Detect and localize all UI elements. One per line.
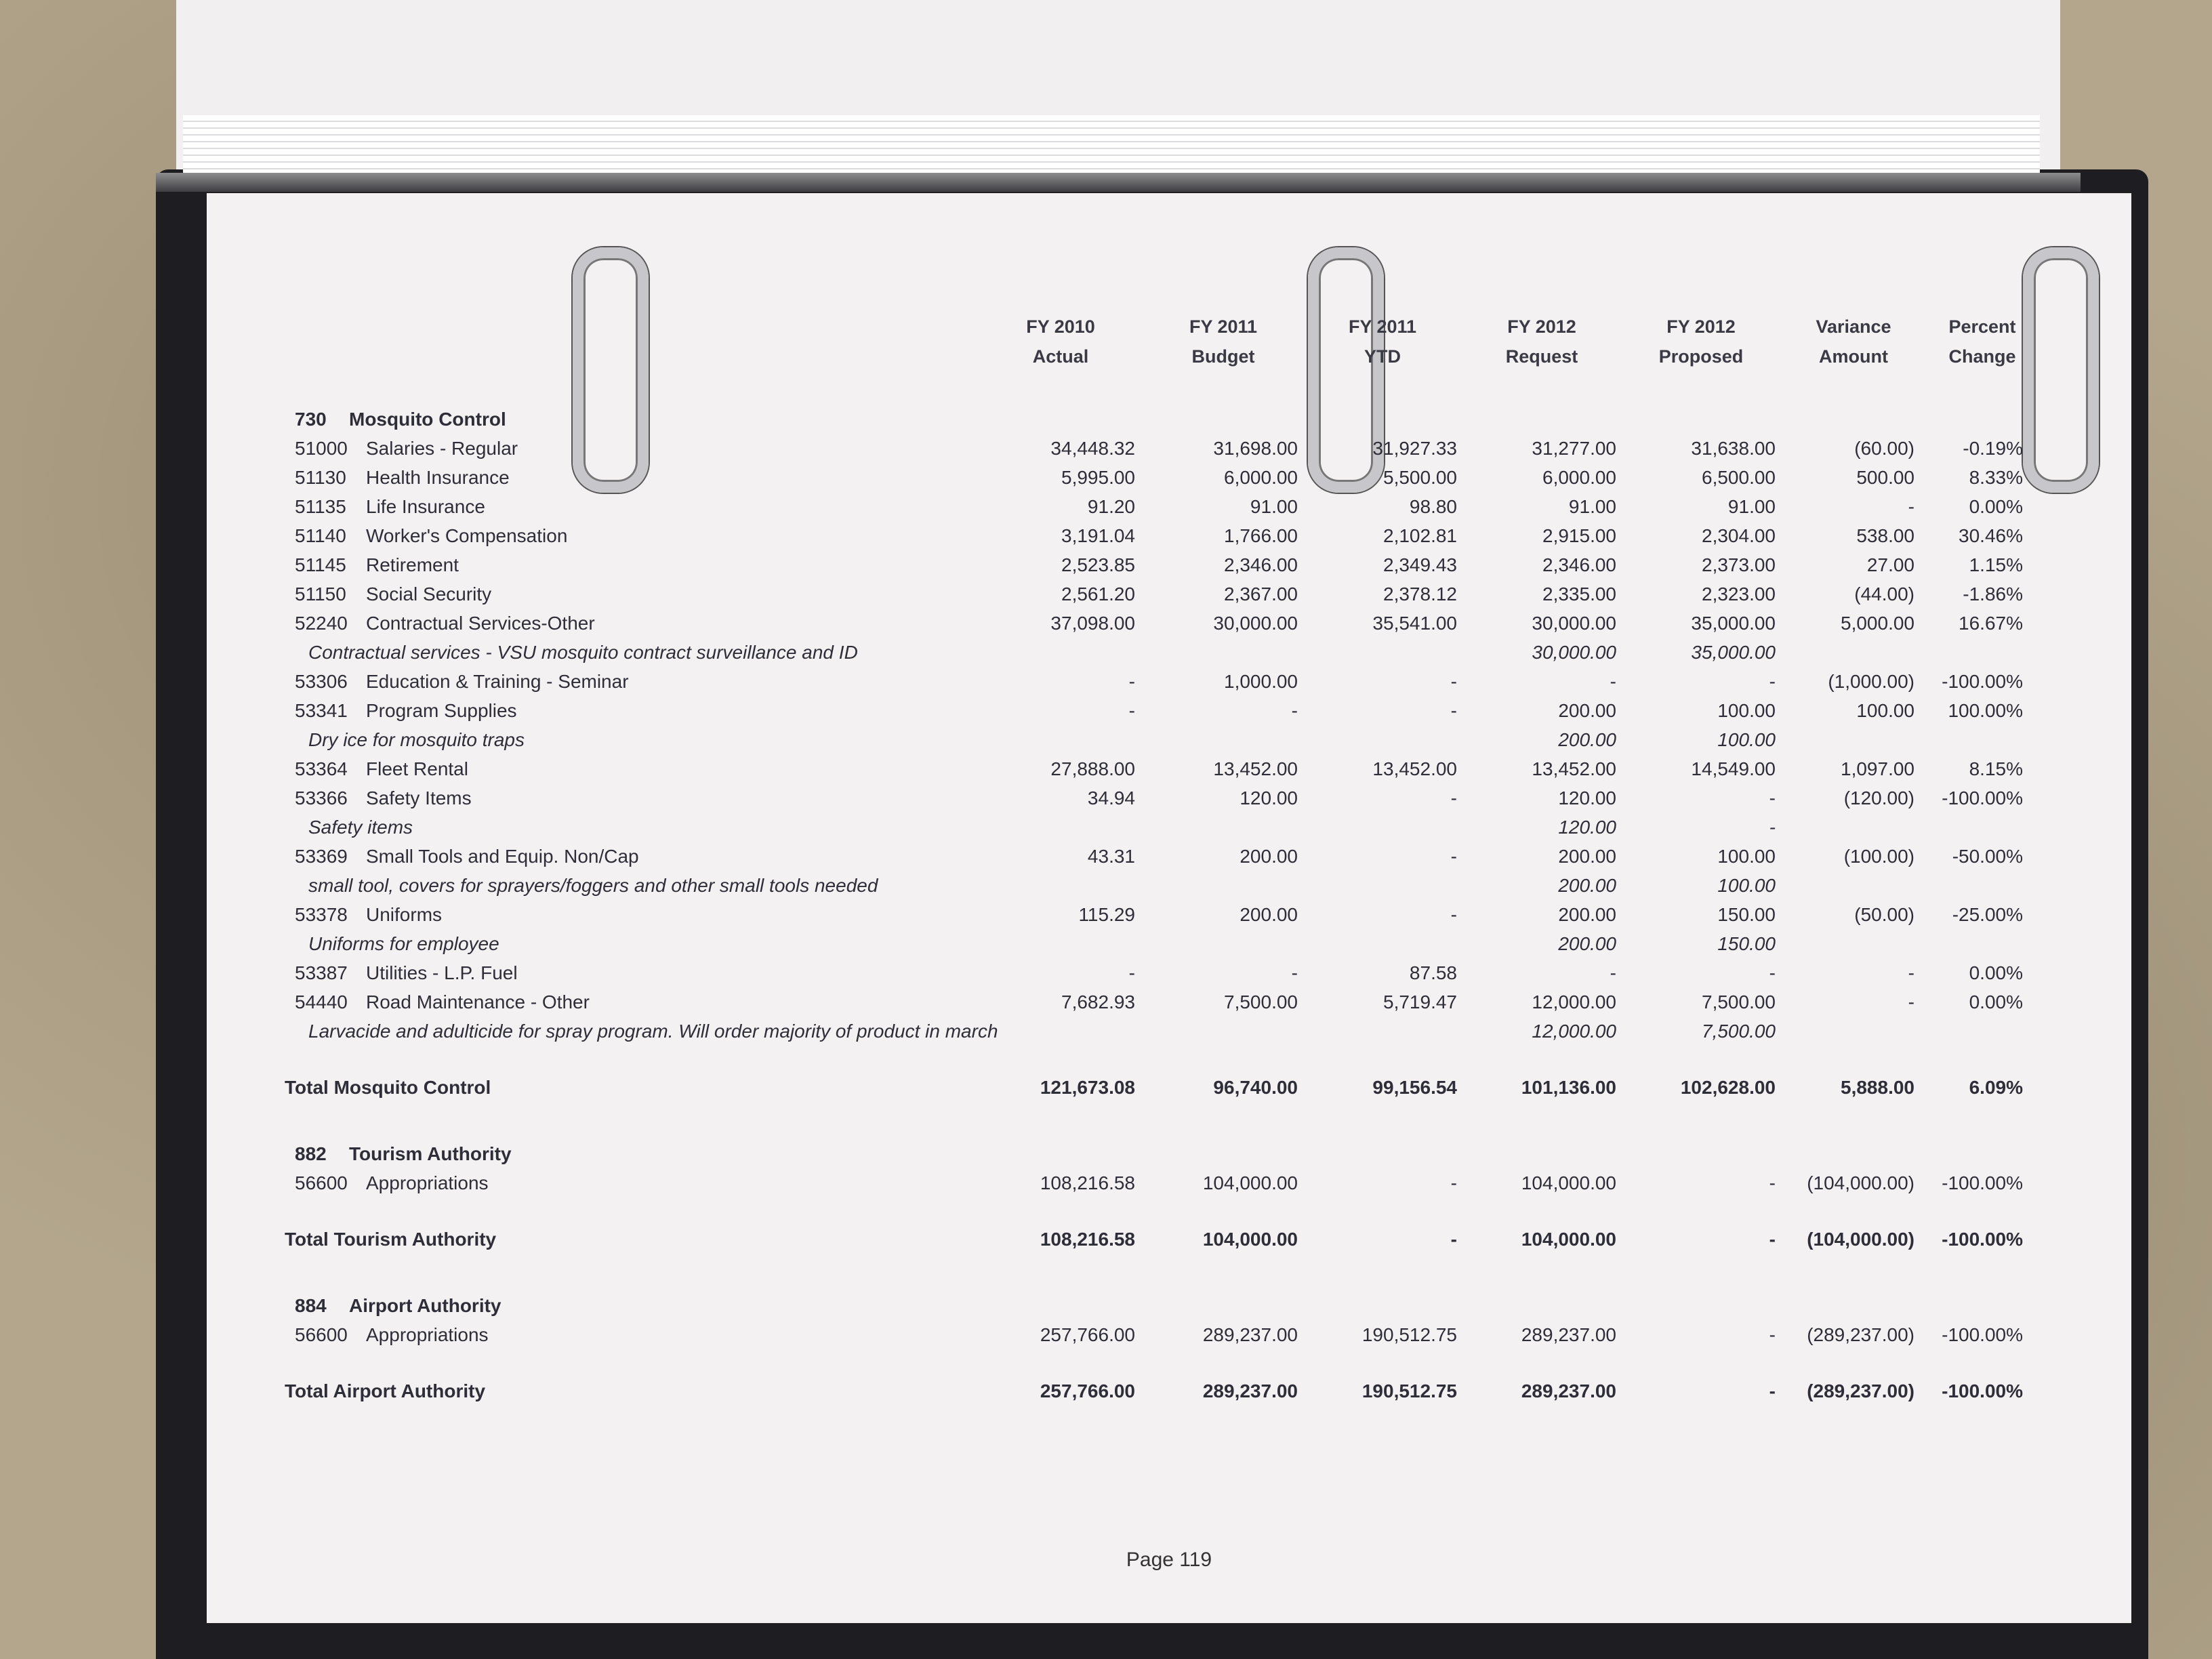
table-row	[207, 467, 2131, 497]
account-code: 53364	[295, 758, 348, 779]
row-description: Safety items	[308, 817, 413, 838]
value-cell: 35,541.00	[1372, 613, 1457, 634]
row-description: Salaries - Regular	[366, 438, 518, 459]
account-code: 51135	[295, 496, 346, 517]
account-code: 53378	[295, 904, 348, 925]
row-description: Small Tools and Equip. Non/Cap	[366, 846, 639, 867]
row-description: Safety Items	[366, 787, 472, 808]
row-description: Larvacide and adulticide for spray program. Will order majority of product in march	[308, 1021, 998, 1042]
value-cell: 108,216.58	[1040, 1229, 1135, 1250]
value-cell: -	[1908, 962, 1914, 983]
table-row	[207, 700, 2131, 730]
note-row	[207, 1021, 2131, 1050]
value-cell: -	[1908, 496, 1914, 517]
row-description: Health Insurance	[366, 467, 510, 488]
value-cell: 200.00	[1558, 875, 1616, 896]
value-cell: (44.00)	[1854, 583, 1914, 605]
value-cell: 289,237.00	[1521, 1324, 1616, 1345]
column-header	[1467, 312, 1616, 371]
value-cell: -	[1450, 700, 1457, 721]
table-row	[207, 613, 2131, 642]
value-cell: -	[1769, 1380, 1776, 1401]
value-cell: -	[1450, 1172, 1457, 1193]
value-cell: 31,277.00	[1532, 438, 1616, 459]
value-cell: 200.00	[1558, 933, 1616, 954]
row-description: Appropriations	[366, 1324, 489, 1345]
row-description: Uniforms	[366, 904, 443, 925]
column-header-line1: FY 2012	[1666, 316, 1736, 337]
value-cell: 200.00	[1240, 904, 1298, 925]
value-cell: 27.00	[1866, 554, 1914, 575]
table-row	[207, 554, 2131, 584]
value-cell: -	[1450, 787, 1457, 808]
account-code: 52240	[295, 613, 348, 634]
column-header	[1779, 312, 1928, 371]
value-cell: (289,237.00)	[1807, 1380, 1914, 1401]
table-row	[207, 787, 2131, 817]
value-cell: 200.00	[1558, 904, 1616, 925]
value-cell: 13,452.00	[1372, 758, 1457, 779]
value-cell: 100.00	[1717, 729, 1776, 750]
value-cell: -	[1908, 991, 1914, 1012]
value-cell: 87.58	[1409, 962, 1457, 983]
value-cell: 190,512.75	[1361, 1380, 1457, 1401]
note-row	[207, 875, 2131, 905]
value-cell: 31,927.33	[1372, 438, 1457, 459]
column-header-line2: Change	[1948, 346, 2016, 367]
value-cell: 2,346.00	[1542, 554, 1616, 575]
value-cell: 2,523.85	[1061, 554, 1135, 575]
table-row	[207, 1324, 2131, 1354]
value-cell: (50.00)	[1854, 904, 1914, 925]
total-row	[207, 1229, 2131, 1258]
value-cell: 34,448.32	[1050, 438, 1135, 459]
section-row	[207, 1295, 2131, 1325]
value-cell: 12,000.00	[1532, 991, 1616, 1012]
value-cell: 150.00	[1717, 904, 1776, 925]
value-cell: 7,500.00	[1224, 991, 1298, 1012]
row-description: Utilities - L.P. Fuel	[366, 962, 518, 983]
value-cell: 31,698.00	[1213, 438, 1298, 459]
row-description: Fleet Rental	[366, 758, 468, 779]
value-cell: 14,549.00	[1691, 758, 1776, 779]
value-cell: 2,367.00	[1224, 583, 1298, 605]
value-cell: 13,452.00	[1213, 758, 1298, 779]
value-cell: 5,888.00	[1841, 1077, 1914, 1098]
value-cell: 6,000.00	[1224, 467, 1298, 488]
column-header-line1: Percent	[1948, 316, 2016, 337]
account-code: 53306	[295, 671, 348, 692]
value-cell: 115.29	[1078, 904, 1135, 925]
value-cell: 1,097.00	[1841, 758, 1914, 779]
value-cell: 200.00	[1558, 729, 1616, 750]
value-cell: 500.00	[1856, 467, 1914, 488]
table-row	[207, 438, 2131, 468]
column-header-line1: FY 2011	[1189, 316, 1258, 337]
value-cell: 100.00	[1717, 700, 1776, 721]
value-cell: 289,237.00	[1521, 1380, 1616, 1401]
value-cell: 91.20	[1087, 496, 1135, 517]
row-description: Tourism Authority	[349, 1143, 512, 1164]
column-header	[1908, 312, 2057, 371]
value-cell: 1,766.00	[1224, 525, 1298, 546]
table-row	[207, 671, 2131, 701]
value-cell: 120.00	[1240, 787, 1298, 808]
total-row	[207, 1380, 2131, 1410]
value-cell: 0.00%	[1969, 991, 2023, 1012]
row-description: Worker's Compensation	[366, 525, 568, 546]
row-description: Contractual Services-Other	[366, 613, 595, 634]
account-code: 882	[295, 1143, 327, 1164]
value-cell: 7,500.00	[1702, 1021, 1776, 1042]
value-cell: 30.46%	[1959, 525, 2023, 546]
column-header-line2: Budget	[1191, 346, 1255, 367]
value-cell: -	[1450, 904, 1457, 925]
value-cell: 120.00	[1558, 787, 1616, 808]
value-cell: (1,000.00)	[1828, 671, 1914, 692]
value-cell: 100.00%	[1948, 700, 2023, 721]
account-code: 53387	[295, 962, 348, 983]
value-cell: 8.15%	[1969, 758, 2023, 779]
value-cell: 3,191.04	[1061, 525, 1135, 546]
account-code: 56600	[295, 1172, 348, 1193]
row-description: Life Insurance	[366, 496, 485, 517]
value-cell: 30,000.00	[1532, 613, 1616, 634]
column-header-line2: Proposed	[1658, 346, 1744, 367]
row-description: Program Supplies	[366, 700, 517, 721]
value-cell: 102,628.00	[1680, 1077, 1776, 1098]
value-cell: 5,719.47	[1383, 991, 1457, 1012]
value-cell: (60.00)	[1854, 438, 1914, 459]
note-row	[207, 817, 2131, 846]
column-header-line2: Request	[1505, 346, 1578, 367]
row-description: Total Tourism Authority	[285, 1229, 497, 1250]
row-description: Airport Authority	[349, 1295, 501, 1316]
value-cell: -50.00%	[1952, 846, 2023, 867]
value-cell: 100.00	[1856, 700, 1914, 721]
value-cell: 8.33%	[1969, 467, 2023, 488]
value-cell: 104,000.00	[1521, 1229, 1616, 1250]
value-cell: 0.00%	[1969, 962, 2023, 983]
value-cell: (100.00)	[1843, 846, 1914, 867]
value-cell: 7,682.93	[1061, 991, 1135, 1012]
row-description: Uniforms for employee	[308, 933, 499, 954]
column-header-line2: YTD	[1364, 346, 1401, 367]
value-cell: 120.00	[1558, 817, 1616, 838]
account-code: 53366	[295, 787, 348, 808]
value-cell: 6.09%	[1969, 1077, 2023, 1098]
value-cell: 0.00%	[1969, 496, 2023, 517]
note-row	[207, 729, 2131, 759]
value-cell: 13,452.00	[1532, 758, 1616, 779]
binder-spine	[156, 173, 2081, 192]
value-cell: -	[1769, 817, 1776, 838]
account-code: 53369	[295, 846, 348, 867]
column-header	[986, 312, 1135, 371]
value-cell: 5,000.00	[1841, 613, 1914, 634]
row-description: Road Maintenance - Other	[366, 991, 590, 1012]
value-cell: 2,102.81	[1383, 525, 1457, 546]
table-row	[207, 846, 2131, 876]
value-cell: 2,346.00	[1224, 554, 1298, 575]
section-row	[207, 1143, 2131, 1173]
value-cell: 6,000.00	[1542, 467, 1616, 488]
value-cell: -	[1769, 671, 1776, 692]
value-cell: 2,373.00	[1702, 554, 1776, 575]
account-code: 51130	[295, 467, 346, 488]
value-cell: 101,136.00	[1521, 1077, 1616, 1098]
row-description: Appropriations	[366, 1172, 489, 1193]
value-cell: 104,000.00	[1521, 1172, 1616, 1193]
value-cell: (104,000.00)	[1807, 1229, 1914, 1250]
value-cell: 5,995.00	[1061, 467, 1135, 488]
account-code: 51150	[295, 583, 346, 605]
value-cell: 200.00	[1558, 700, 1616, 721]
table-row	[207, 962, 2131, 992]
page-number: Page 119	[1126, 1549, 1212, 1571]
value-cell: 104,000.00	[1202, 1172, 1298, 1193]
value-cell: -	[1291, 700, 1298, 721]
account-code: 53341	[295, 700, 348, 721]
value-cell: -	[1610, 671, 1616, 692]
value-cell: 7,500.00	[1702, 991, 1776, 1012]
value-cell: -	[1450, 671, 1457, 692]
row-description: Total Mosquito Control	[285, 1077, 491, 1098]
value-cell: 35,000.00	[1691, 613, 1776, 634]
value-cell: -	[1128, 962, 1135, 983]
account-code: 54440	[295, 991, 348, 1012]
value-cell: -	[1610, 962, 1616, 983]
note-row	[207, 642, 2131, 672]
value-cell: -	[1769, 1324, 1776, 1345]
column-header-line2: Amount	[1819, 346, 1888, 367]
value-cell: 91.00	[1250, 496, 1298, 517]
table-row	[207, 758, 2131, 788]
value-cell: -25.00%	[1952, 904, 2023, 925]
row-description: Retirement	[366, 554, 459, 575]
value-cell: 2,335.00	[1542, 583, 1616, 605]
value-cell: 538.00	[1856, 525, 1914, 546]
column-header	[1626, 312, 1776, 371]
value-cell: 190,512.75	[1361, 1324, 1457, 1345]
value-cell: -	[1769, 1229, 1776, 1250]
value-cell: -	[1769, 1172, 1776, 1193]
value-cell: -0.19%	[1963, 438, 2023, 459]
value-cell: 91.00	[1568, 496, 1616, 517]
account-code: 56600	[295, 1324, 348, 1345]
value-cell: 31,638.00	[1691, 438, 1776, 459]
value-cell: -	[1291, 962, 1298, 983]
value-cell: 289,237.00	[1202, 1380, 1298, 1401]
value-cell: -	[1128, 700, 1135, 721]
account-code: 51000	[295, 438, 348, 459]
column-header-line1: Variance	[1816, 316, 1891, 337]
value-cell: 108,216.58	[1040, 1172, 1135, 1193]
value-cell: 35,000.00	[1691, 642, 1776, 663]
value-cell: 121,673.08	[1040, 1077, 1135, 1098]
value-cell: -100.00%	[1942, 787, 2023, 808]
value-cell: 1,000.00	[1224, 671, 1298, 692]
account-code: 51140	[295, 525, 346, 546]
row-description: small tool, covers for sprayers/foggers and other small tools needed	[308, 875, 878, 896]
row-description: Mosquito Control	[349, 409, 506, 430]
value-cell: -	[1450, 1229, 1457, 1250]
section-row	[207, 409, 2131, 438]
value-cell: 2,378.12	[1383, 583, 1457, 605]
value-cell: 100.00	[1717, 875, 1776, 896]
value-cell: 100.00	[1717, 846, 1776, 867]
value-cell: 289,237.00	[1202, 1324, 1298, 1345]
column-header	[1149, 312, 1298, 371]
note-row	[207, 933, 2131, 963]
value-cell: -	[1128, 671, 1135, 692]
value-cell: 200.00	[1558, 846, 1616, 867]
value-cell: -100.00%	[1942, 1229, 2023, 1250]
value-cell: -	[1769, 787, 1776, 808]
value-cell: 91.00	[1727, 496, 1776, 517]
table-row	[207, 904, 2131, 934]
column-header-line1: FY 2012	[1507, 316, 1576, 337]
row-description: Total Airport Authority	[285, 1380, 486, 1401]
account-code: 884	[295, 1295, 327, 1316]
value-cell: -	[1769, 962, 1776, 983]
value-cell: 12,000.00	[1532, 1021, 1616, 1042]
row-description: Education & Training - Seminar	[366, 671, 629, 692]
value-cell: 27,888.00	[1050, 758, 1135, 779]
value-cell: -	[1450, 846, 1457, 867]
total-row	[207, 1077, 2131, 1107]
column-header-line1: FY 2011	[1348, 316, 1417, 337]
column-header	[1308, 312, 1457, 371]
budget-page	[207, 193, 2131, 1623]
value-cell: 150.00	[1717, 933, 1776, 954]
value-cell: 2,915.00	[1542, 525, 1616, 546]
row-description: Social Security	[366, 583, 492, 605]
value-cell: -100.00%	[1942, 1380, 2023, 1401]
column-header-line2: Actual	[1032, 346, 1089, 367]
value-cell: 43.31	[1087, 846, 1135, 867]
value-cell: 200.00	[1240, 846, 1298, 867]
value-cell: 30,000.00	[1532, 642, 1616, 663]
value-cell: 37,098.00	[1050, 613, 1135, 634]
column-header-line1: FY 2010	[1026, 316, 1095, 337]
value-cell: 6,500.00	[1702, 467, 1776, 488]
account-code: 730	[295, 409, 327, 430]
value-cell: -100.00%	[1942, 671, 2023, 692]
table-row	[207, 525, 2131, 555]
value-cell: -100.00%	[1942, 1172, 2023, 1193]
value-cell: 96,740.00	[1213, 1077, 1298, 1098]
row-description: Dry ice for mosquito traps	[308, 729, 525, 750]
value-cell: (289,237.00)	[1807, 1324, 1914, 1345]
table-row	[207, 991, 2131, 1021]
row-description: Contractual services - VSU mosquito contract surveillance and ID	[308, 642, 858, 663]
value-cell: 2,349.43	[1383, 554, 1457, 575]
table-row	[207, 583, 2131, 613]
value-cell: 2,561.20	[1061, 583, 1135, 605]
value-cell: 104,000.00	[1202, 1229, 1298, 1250]
value-cell: 257,766.00	[1040, 1324, 1135, 1345]
value-cell: (120.00)	[1843, 787, 1914, 808]
table-row	[207, 1172, 2131, 1202]
value-cell: -100.00%	[1942, 1324, 2023, 1345]
value-cell: 34.94	[1087, 787, 1135, 808]
value-cell: -1.86%	[1963, 583, 2023, 605]
account-code: 51145	[295, 554, 346, 575]
value-cell: 1.15%	[1969, 554, 2023, 575]
value-cell: 16.67%	[1959, 613, 2023, 634]
value-cell: 2,304.00	[1702, 525, 1776, 546]
value-cell: 30,000.00	[1213, 613, 1298, 634]
table-row	[207, 496, 2131, 526]
value-cell: 257,766.00	[1040, 1380, 1135, 1401]
value-cell: 98.80	[1409, 496, 1457, 517]
value-cell: 2,323.00	[1702, 583, 1776, 605]
value-cell: (104,000.00)	[1807, 1172, 1914, 1193]
value-cell: 99,156.54	[1372, 1077, 1457, 1098]
value-cell: 5,500.00	[1383, 467, 1457, 488]
